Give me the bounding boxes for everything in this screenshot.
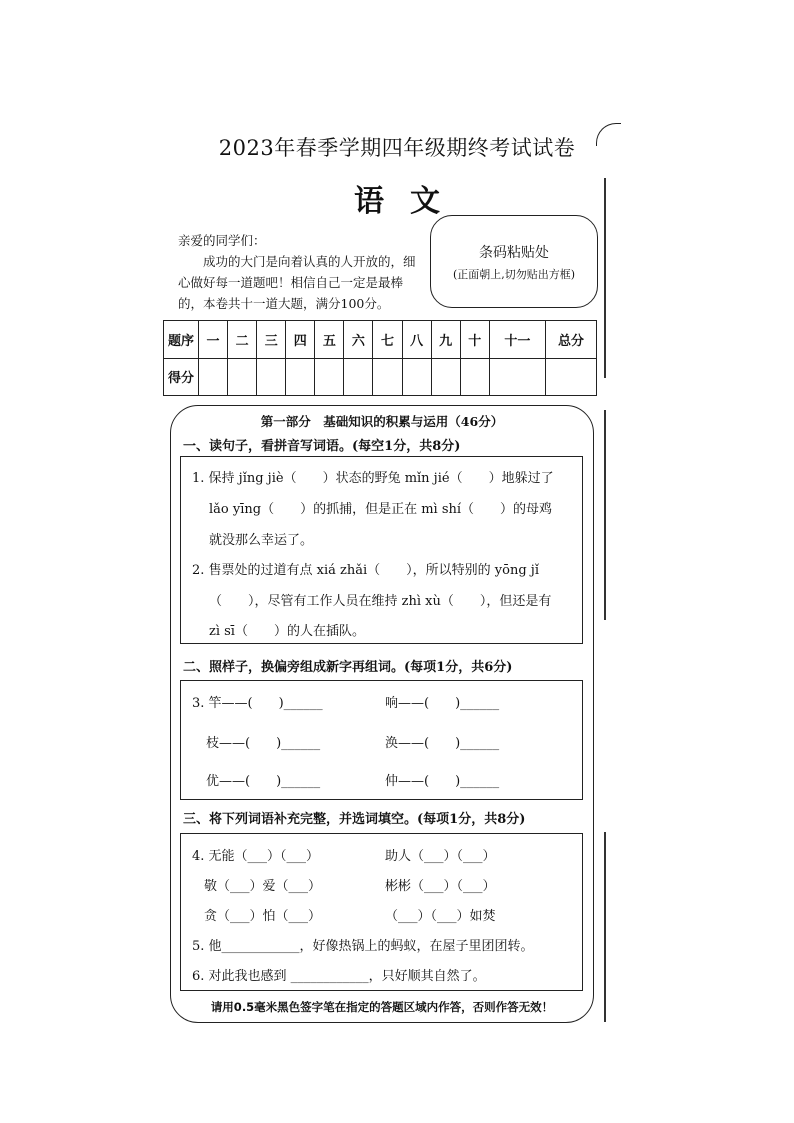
score-cell[interactable] — [344, 358, 373, 396]
section3-item: 贪（___）怕（___） — [204, 909, 322, 924]
section3-item: （___）（___）如焚 — [385, 909, 496, 924]
adjacent-page-edge — [604, 178, 606, 378]
score-col: 九 — [431, 321, 460, 359]
score-cell[interactable] — [460, 358, 489, 396]
score-col: 六 — [344, 321, 373, 359]
section2-title: 二、照样子，换偏旁组成新字再组词。(每项1分，共6分) — [183, 660, 513, 675]
part1-title: 第一部分 基础知识的积累与运用（46分） — [260, 414, 504, 429]
section3-item: 彬彬（___）（___） — [385, 879, 496, 894]
exam-title: 2023年春季学期四年级期终考试试卷 — [218, 136, 576, 160]
barcode-area — [430, 215, 598, 308]
section2-item: 涣——( )______ — [385, 736, 500, 751]
score-cell[interactable] — [431, 358, 460, 396]
adjacent-page-edge — [596, 123, 621, 146]
section1-line: 就没那么幸运了。 — [209, 533, 314, 548]
section3-q5: 5. 他____________，好像热锅上的蚂蚁，在屋子里团团转。 — [192, 939, 534, 954]
section2-item: 响——( )______ — [385, 696, 500, 711]
section1-line: zì sī（ ）的人在插队。 — [209, 624, 365, 639]
section1-line: lǎo yīng（ ）的抓捕，但是正在 mì shí（ ）的母鸡 — [209, 502, 553, 517]
score-cell[interactable] — [402, 358, 431, 396]
section1-title: 一、读句子，看拼音写词语。(每空1分，共8分) — [183, 439, 461, 454]
greeting-body: 成功的大门是向着认真的人开放的，细心做好每一道题吧！相信自己一定是最棒的，本卷共十一道大题，满分100分。 — [178, 254, 416, 311]
score-row-label: 得分 — [164, 358, 199, 396]
score-table-header-row — [164, 321, 597, 359]
greeting-salutation: 亲爱的同学们： — [178, 233, 266, 248]
section3-q6: 6. 对此我也感到 ____________，只好顺其自然了。 — [192, 969, 486, 984]
score-col: 十一 — [489, 321, 545, 359]
answer-notice: 请用0.5毫米黑色签字笔在指定的答题区域内作答，否则作答无效！ — [210, 1000, 554, 1014]
section2-item: 3. 竿——( )______ — [192, 696, 323, 711]
adjacent-page-edge — [604, 410, 606, 620]
section3-item: 助人（___）（___） — [385, 849, 496, 864]
section2-item: 优——( )______ — [206, 774, 321, 789]
score-row-label: 题序 — [164, 321, 199, 359]
subject-title: 语文 — [354, 184, 466, 219]
score-col: 四 — [286, 321, 315, 359]
section1-line: 1. 保持 jǐng jiè（ ）状态的野兔 mǐn jié（ ）地躲过了 — [192, 471, 554, 486]
greeting — [178, 230, 423, 314]
section1-line: 2. 售票处的过道有点 xiá zhǎi（ ），所以特别的 yōng jǐ — [192, 563, 539, 578]
barcode-note: (正面朝上,切勿贴出方框) — [452, 268, 576, 281]
section3-item: 4. 无能（___）（___） — [192, 849, 320, 864]
adjacent-page-edge — [604, 832, 606, 1022]
section2-item: 仲——( )______ — [385, 774, 500, 789]
score-table-score-row — [164, 358, 597, 396]
section3-item: 敬（___）爱（___） — [204, 879, 322, 894]
score-col: 一 — [199, 321, 228, 359]
barcode-label: 条码粘贴处 — [479, 245, 549, 261]
score-col: 七 — [373, 321, 402, 359]
score-cell[interactable] — [373, 358, 402, 396]
score-table — [163, 320, 597, 396]
score-col: 二 — [228, 321, 257, 359]
score-cell-total[interactable] — [546, 358, 597, 396]
section1-line: （ ），尽管有工作人员在维持 zhì xù（ ），但还是有 — [209, 594, 552, 609]
score-col: 三 — [257, 321, 286, 359]
score-col: 十 — [460, 321, 489, 359]
score-cell[interactable] — [286, 358, 315, 396]
score-cell[interactable] — [315, 358, 344, 396]
score-col: 五 — [315, 321, 344, 359]
section3-title: 三、将下列词语补充完整，并选词填空。(每项1分，共8分) — [183, 812, 526, 827]
score-col: 八 — [402, 321, 431, 359]
score-col-total: 总分 — [546, 321, 597, 359]
score-cell[interactable] — [489, 358, 545, 396]
score-cell[interactable] — [228, 358, 257, 396]
score-cell[interactable] — [199, 358, 228, 396]
section2-item: 枝——( )______ — [206, 736, 321, 751]
score-cell[interactable] — [257, 358, 286, 396]
